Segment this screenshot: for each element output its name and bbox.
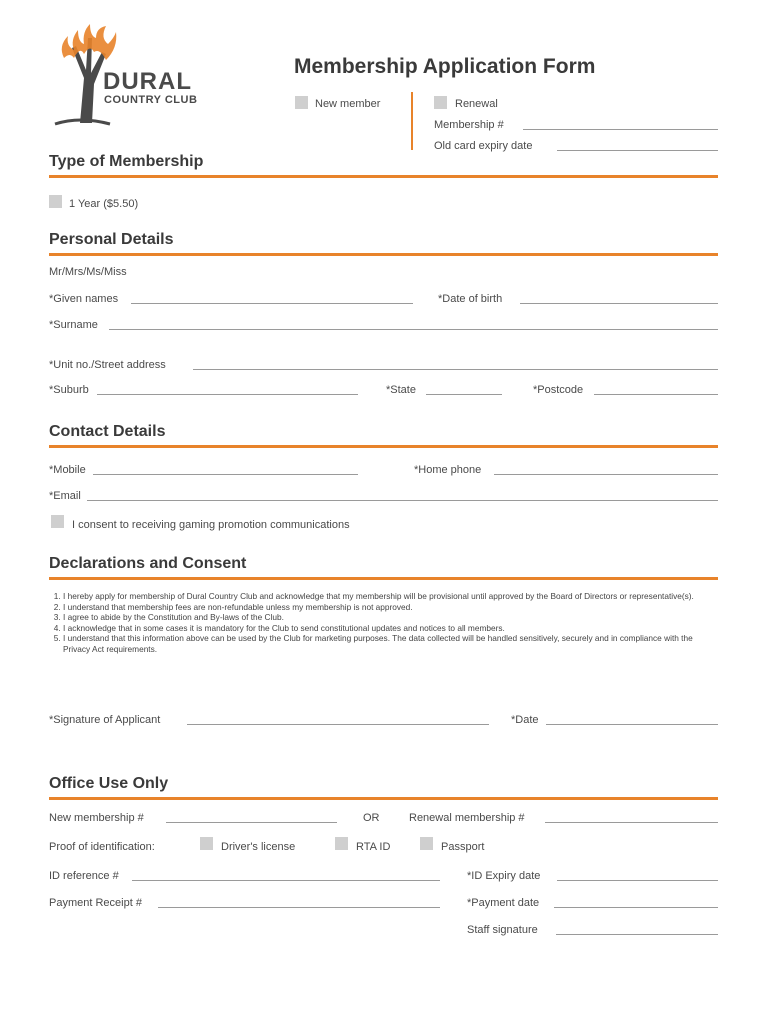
membership-no-label: Membership # <box>434 119 504 131</box>
one-year-label: 1 Year ($5.50) <box>69 198 139 210</box>
old-card-expiry-field[interactable] <box>557 150 718 151</box>
address-field[interactable] <box>193 369 718 370</box>
declaration-item: 4. I acknowledge that in some cases it is mandatory for the Club to send constitutional updates and notices to all members. <box>63 623 717 634</box>
id-expiry-field[interactable] <box>557 880 718 881</box>
office-use-heading: Office Use Only <box>49 775 169 792</box>
declarations-list <box>49 591 717 654</box>
logo-name: DURAL <box>103 68 192 95</box>
consent-checkbox[interactable] <box>51 515 64 528</box>
renewal-membership-no-field[interactable] <box>545 822 718 823</box>
mobile-label: *Mobile <box>49 464 86 476</box>
club-logo <box>50 18 200 128</box>
drivers-license-checkbox[interactable] <box>200 837 213 850</box>
suburb-label: *Suburb <box>49 384 89 396</box>
payment-receipt-field[interactable] <box>158 907 440 908</box>
personal-details-heading: Personal Details <box>49 231 174 248</box>
title-options-label: Mr/Mrs/Ms/Miss <box>49 266 127 278</box>
email-label: *Email <box>49 490 81 502</box>
passport-label: Passport <box>441 841 485 853</box>
payment-receipt-label: Payment Receipt # <box>49 897 142 909</box>
id-reference-label: ID reference # <box>49 870 119 882</box>
dob-field[interactable] <box>520 303 718 304</box>
declaration-item: 5. I understand that this information above can be used by the Club for marketing purposes. The data collected will be handled sensitively, securely and in compliance with the Privacy Act requirements. <box>63 633 717 654</box>
given-names-field[interactable] <box>131 303 413 304</box>
home-phone-field[interactable] <box>494 474 718 475</box>
staff-signature-field[interactable] <box>556 934 718 935</box>
new-member-label: New member <box>315 98 381 110</box>
new-member-checkbox[interactable] <box>295 96 308 109</box>
consent-label: I consent to receiving gaming promotion communications <box>72 519 350 531</box>
home-phone-label: *Home phone <box>414 464 482 476</box>
rta-id-checkbox[interactable] <box>335 837 348 850</box>
surname-label: *Surname <box>49 319 98 331</box>
proof-id-label: Proof of identification: <box>49 841 155 853</box>
header-divider <box>411 92 413 150</box>
state-label: *State <box>386 384 416 396</box>
passport-checkbox[interactable] <box>420 837 433 850</box>
payment-date-field[interactable] <box>554 907 718 908</box>
staff-signature-label: Staff signature <box>467 924 538 936</box>
section-rule <box>49 797 718 800</box>
declarations-heading: Declarations and Consent <box>49 555 247 572</box>
date-label: *Date <box>511 714 539 726</box>
postcode-label: *Postcode <box>533 384 584 396</box>
section-rule <box>49 253 718 256</box>
section-rule <box>49 577 718 580</box>
logo-subname: COUNTRY CLUB <box>104 94 198 106</box>
rta-id-label: RTA ID <box>356 841 391 853</box>
declaration-item: 3. I agree to abide by the Constitution and By-laws of the Club. <box>63 612 717 623</box>
or-label: OR <box>363 812 380 824</box>
renewal-label: Renewal <box>455 98 498 110</box>
dob-label: *Date of birth <box>438 293 503 305</box>
email-field[interactable] <box>87 500 718 501</box>
section-rule <box>49 445 718 448</box>
id-expiry-label: *ID Expiry date <box>467 870 541 882</box>
suburb-field[interactable] <box>97 394 358 395</box>
date-field[interactable] <box>546 724 718 725</box>
signature-label: *Signature of Applicant <box>49 714 161 726</box>
old-card-expiry-label: Old card expiry date <box>434 140 533 152</box>
declaration-item: 1. I hereby apply for membership of Dural Country Club and acknowledge that my membership will be provisional until approved by the Board of Directors or representative(s). <box>63 591 717 602</box>
contact-details-heading: Contact Details <box>49 423 166 440</box>
renewal-membership-no-label: Renewal membership # <box>409 812 525 824</box>
drivers-license-label: Driver's license <box>221 841 296 853</box>
signature-field[interactable] <box>187 724 489 725</box>
section-rule <box>49 175 718 178</box>
address-label: *Unit no./Street address <box>49 359 166 371</box>
surname-field[interactable] <box>109 329 718 330</box>
renewal-checkbox[interactable] <box>434 96 447 109</box>
mobile-field[interactable] <box>93 474 358 475</box>
new-membership-no-field[interactable] <box>166 822 337 823</box>
declaration-item: 2. I understand that membership fees are non-refundable unless my membership is not approved. <box>63 602 717 613</box>
type-membership-heading: Type of Membership <box>49 153 204 170</box>
payment-date-label: *Payment date <box>467 897 540 909</box>
membership-no-field[interactable] <box>523 129 718 130</box>
form-title: Membership Application Form <box>294 55 596 78</box>
new-membership-no-label: New membership # <box>49 812 144 824</box>
postcode-field[interactable] <box>594 394 718 395</box>
one-year-checkbox[interactable] <box>49 195 62 208</box>
state-field[interactable] <box>426 394 502 395</box>
id-reference-field[interactable] <box>132 880 440 881</box>
given-names-label: *Given names <box>49 293 119 305</box>
